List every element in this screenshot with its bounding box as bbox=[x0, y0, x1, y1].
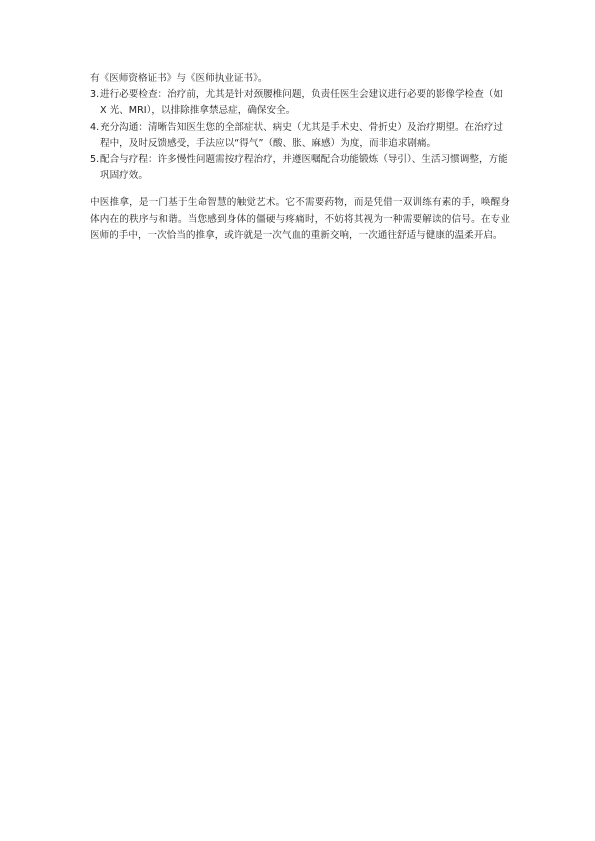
paragraph-spacer bbox=[90, 184, 510, 195]
list-item bbox=[90, 152, 510, 184]
closing-paragraph: 中医推拿，是一门基于生命智慧的触觉艺术。它不需要药物，而是凭借一双训练有素的手，唤醒身体内在的秩序与和谐。当您感到身体的僵硬与疼痛时，不妨将其视为一种需要解读的信号。在专业医师的手中，一次恰当的推拿，或许就是一次气血的重新交响，一次通往舒适与健康的温柔开启。 bbox=[90, 197, 510, 241]
list-item-number: 5. bbox=[90, 154, 100, 166]
list-item-text: 进行必要检查：治疗前，尤其是针对颈腰椎问题，负责任医生会建议进行必要的影像学检查（如 X 光、MRI），以排除推拿禁忌症，确保安全。 bbox=[100, 89, 503, 117]
continued-line: 有《医师资格证书》与《医师执业证书》。 bbox=[90, 73, 268, 84]
list-item bbox=[90, 120, 510, 152]
list-item-text: 配合与疗程：许多慢性问题需按疗程治疗，并遵医嘱配合功能锻炼（导引）、生活习惯调整，方能巩固疗效。 bbox=[100, 154, 508, 182]
list-item-number: 3. bbox=[90, 89, 100, 101]
list-item-text: 充分沟通：清晰告知医生您的全部症状、病史（尤其是手术史、骨折史）及治疗期望。在治疗过程中，及时反馈感受，手法应以“得气”（酸、胀、麻感）为度，而非追求剧痛。 bbox=[100, 121, 503, 149]
list-item bbox=[90, 87, 510, 119]
list-item-number: 4. bbox=[90, 121, 100, 133]
document-body bbox=[90, 71, 510, 244]
